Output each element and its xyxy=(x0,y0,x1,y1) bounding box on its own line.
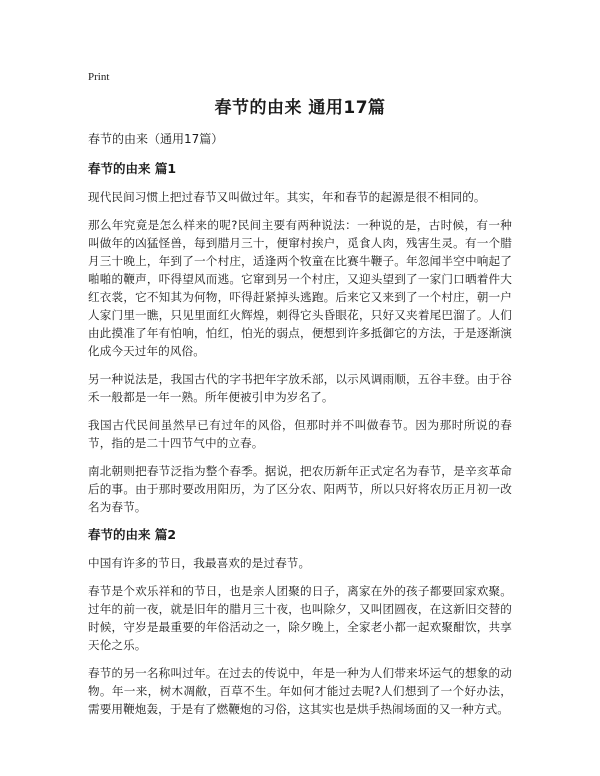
print-link[interactable]: Print xyxy=(88,71,110,83)
paragraph: 中国有许多的节日，我最喜欢的是过春节。 xyxy=(88,556,311,570)
paragraph: 春节的另一名称叫过年。在过去的传说中，年是一种为人们带来坏运气的想象的动物。年一来，树木凋敝，百草不生。年如何才能过去呢?人们想到了一个好办法，需要用鞭炮轰，于是有了燃鞭炮的习俗，这其实也是烘手热闹场面的又一种方式。 xyxy=(88,666,512,716)
section-heading: 春节的由来 篇1 xyxy=(88,161,177,176)
section-2 xyxy=(88,526,512,718)
paragraph: 另一种说法是，我国古代的字书把年字放禾部，以示风调雨顺，五谷丰登。由于谷禾一般都是一年一熟。所年便被引申为岁名了。 xyxy=(88,372,512,404)
paragraph: 现代民间习惯上把过春节又叫做过年。其实，年和春节的起源是很不相同的。 xyxy=(88,190,486,204)
paragraph: 我国古代民间虽然早已有过年的风俗，但那时并不叫做春节。因为那时所说的春节，指的是二十四节气中的立春。 xyxy=(88,418,512,450)
paragraph: 春节是个欢乐祥和的节日，也是亲人团聚的日子，离家在外的孩子都要回家欢聚。过年的前一夜，就是旧年的腊月三十夜，也叫除夕，又叫团圆夜，在这新旧交替的时候，守岁是最重要的年俗活动之一，除夕晚上，全家老小都一起欢聚酣饮，共享天伦之乐。 xyxy=(88,584,512,652)
paragraph: 南北朝则把春节泛指为整个春季。据说，把农历新年正式定名为春节，是辛亥革命后的事。由于那时要改用阳历，为了区分农、阳两节，所以只好将农历正月初一改名为春节。 xyxy=(88,464,512,514)
section-1 xyxy=(88,160,512,516)
document-subtitle: 春节的由来（通用17篇） xyxy=(88,132,224,146)
page-title: 春节的由来 通用17篇 xyxy=(214,98,386,118)
section-heading: 春节的由来 篇2 xyxy=(88,527,177,542)
paragraph: 那么年究竟是怎么样来的呢?民间主要有两种说法：一种说的是，古时候，有一种叫做年的凶猛怪兽，每到腊月三十，便窜村挨户，觅食人肉，残害生灵。有一个腊月三十晚上，年到了一个村庄，适逢两个牧童在比赛牛鞭子。年忽闻半空中响起了啪啪的鞭声，吓得望风而逃。它窜到另一个村庄，又迎头望到了一家门口晒着件大红衣裳，它不知其为何物，吓得赶紧掉头逃跑。后来它又来到了一个村庄，朝一户人家门里一瞧，只见里面红火辉煌，刺得它头昏眼花，只好又夹着尾巴溜了。人们由此摸准了年有怕响，怕红，怕光的弱点，便想到许多抵御它的方法，于是逐渐演化成今天过年的风俗。 xyxy=(88,218,512,358)
